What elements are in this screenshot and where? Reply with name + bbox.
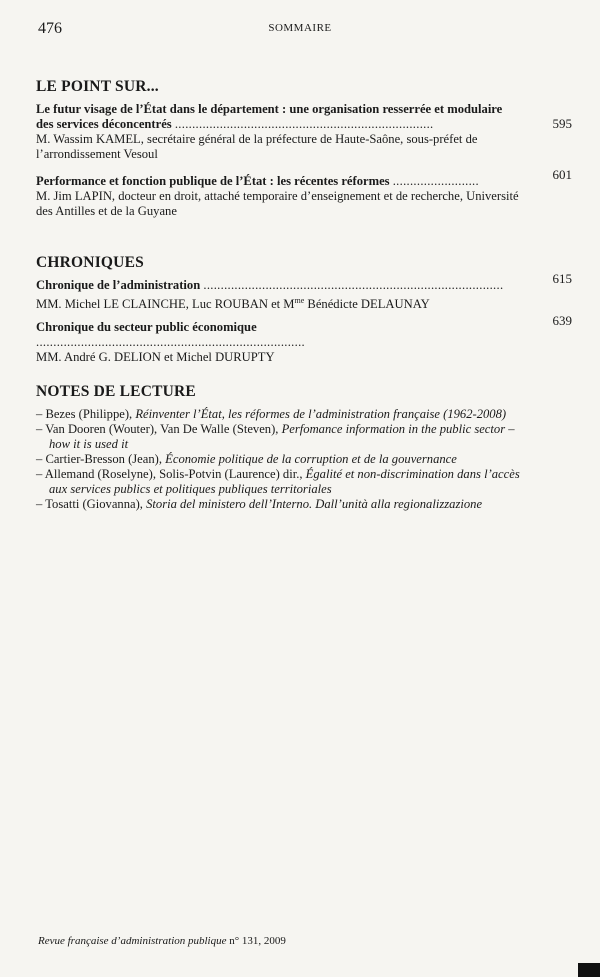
section-notes-de-lecture <box>36 383 572 512</box>
entry-title: Chronique du secteur public économique .............................................................................. <box>36 320 305 350</box>
entry-page-number: 615 <box>552 271 572 286</box>
leader-dots: ........................................................................... <box>174 117 434 131</box>
entry-author: MM. Michel LE CLAINCHE, Luc ROUBAN et $M^{me}$ Bénédicte DELAUNAY <box>36 296 430 312</box>
list-item[interactable]: – Tosatti (Giovanna), Storia del ministero dell’Interno. Dall’unità alla regionalizzazione <box>36 497 483 511</box>
entry-title: Performance et fonction publique de l’État : les récentes réformes ......................... <box>36 174 479 188</box>
scan-corner-mark <box>578 963 600 977</box>
footer <box>38 935 286 947</box>
section-title: NOTES DE LECTURE <box>36 383 196 400</box>
section-title: CHRONIQUES <box>36 254 144 271</box>
entry-page-number: 601 <box>552 167 572 182</box>
entry-author: MM. André G. DELION et Michel DURUPTY <box>36 350 275 365</box>
list-item[interactable]: – Van Dooren (Wouter), Van De Walle (Steven), Perfomance information in the public sector – how it is used it <box>36 422 515 451</box>
entry-title: Chronique de l’administration ....................................................................................... <box>36 278 504 292</box>
toc-entry[interactable] <box>36 313 572 365</box>
toc-entry[interactable] <box>36 271 572 312</box>
leader-dots: .............................................................................. <box>36 335 305 350</box>
entry-page-number: 639 <box>552 313 572 329</box>
issue-number: n° 131, 2009 <box>226 935 286 947</box>
section-point-sur <box>36 78 572 223</box>
page-number: 476 <box>38 20 62 37</box>
entry-title: Le futur visage de l’État dans le département : une organisation resserrée et modulaire des services déconcentrés ........................................................................... <box>36 102 503 131</box>
running-head: SOMMAIRE <box>268 22 332 34</box>
section-chroniques <box>36 254 572 369</box>
list-item[interactable]: – Bezes (Philippe), Réinventer l’État, les réformes de l’administration française (1962-2008) <box>36 407 507 421</box>
leader-dots: ....................................................................................... <box>203 278 504 292</box>
list-item[interactable]: – Cartier-Bresson (Jean), Économie politique de la corruption et de la gouvernance <box>36 452 457 466</box>
leader-dots: ......................... <box>392 174 479 188</box>
entry-author: M. Wassim KAMEL, secrétaire général de la préfecture de Haute-Saône, sous-préfet de l’arrondissement Vesoul <box>36 132 478 161</box>
list-item[interactable]: – Allemand (Roselyne), Solis-Potvin (Laurence) dir., Égalité et non-discrimination dans l’accès aux services publics et politiques publiques territoriales <box>36 467 520 496</box>
toc-entry[interactable] <box>36 167 572 219</box>
journal-title: Revue française d’administration publique <box>38 935 227 947</box>
toc-entry[interactable] <box>36 102 572 162</box>
section-title: LE POINT SUR... <box>36 78 159 95</box>
entry-page-number: 595 <box>552 116 572 131</box>
entry-author: M. Jim LAPIN, docteur en droit, attaché temporaire d’enseignement et de recherche, Université des Antilles et de la Guyane <box>36 189 519 218</box>
notes-list <box>36 407 572 512</box>
